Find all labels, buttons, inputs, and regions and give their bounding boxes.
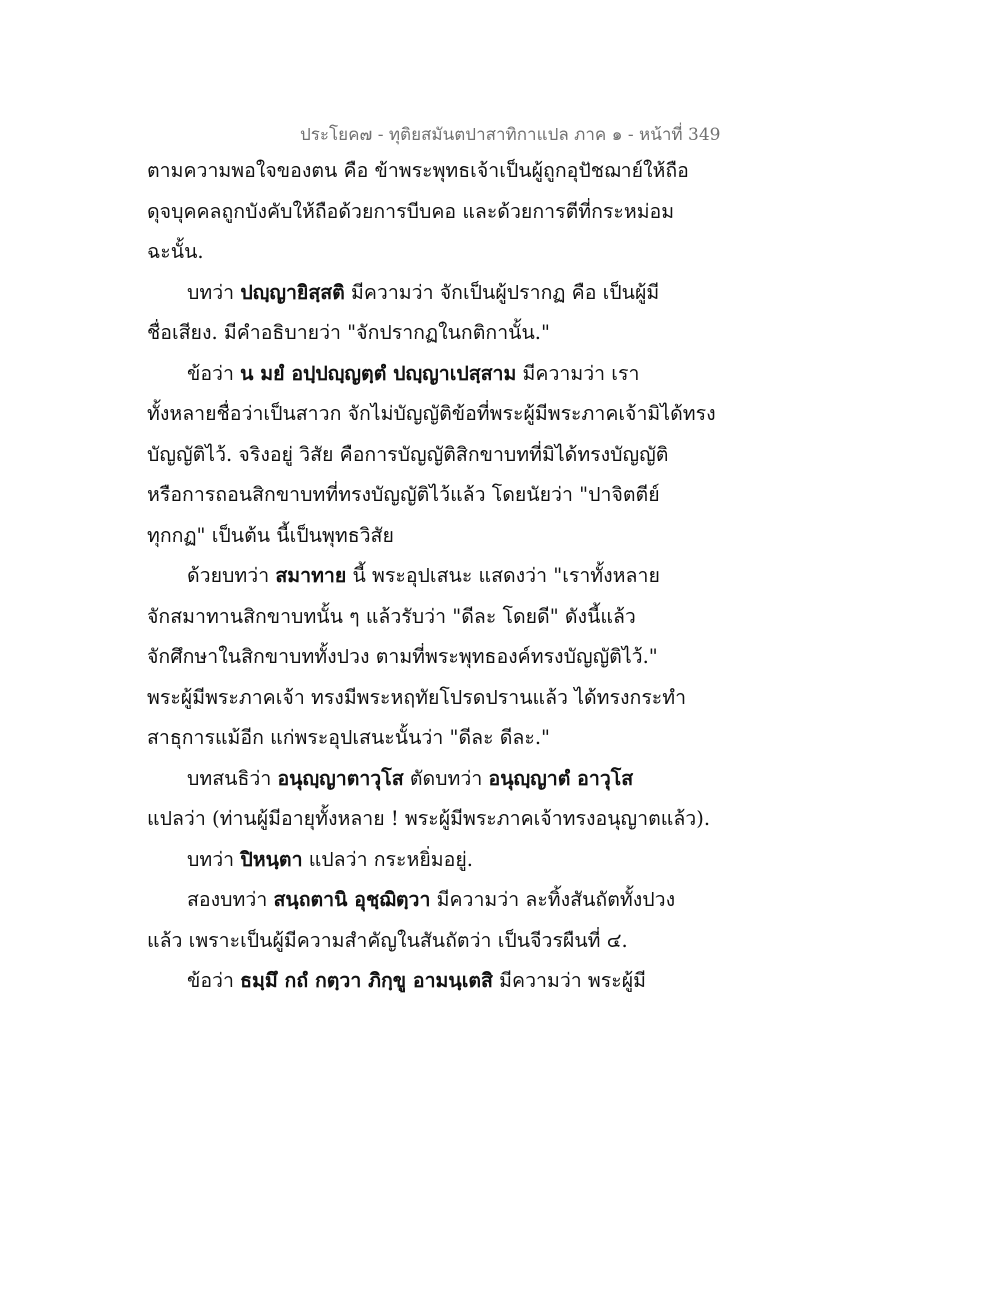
text-line <box>147 725 707 751</box>
text-segment: บทสนธิว่า <box>187 767 278 790</box>
text-segment: ชื่อเสียง. มีคำอธิบายว่า "จักปรากฏในกติกานั้น." <box>147 321 550 344</box>
text-segment: มีความว่า จักเป็นผู้ปรากฏ คือ เป็นผู้มี <box>344 281 660 304</box>
text-segment: พระผู้มีพระภาคเจ้า ทรงมีพระหฤทัยโปรดปรานแล้ว ได้ทรงกระทำ <box>147 686 687 709</box>
text-segment: มีความว่า พระผู้มี <box>492 969 646 992</box>
paragraph-first-line <box>187 361 707 387</box>
paragraph-first-line <box>187 968 707 994</box>
pali-term: อนุญฺญาตํ อาวุโส <box>488 767 634 790</box>
text-line <box>147 928 707 954</box>
text-line <box>147 239 707 265</box>
text-segment: มีความว่า เรา <box>516 362 640 385</box>
pali-term: สนฺถตานิ อุชฺฌิตฺวา <box>273 888 431 911</box>
text-segment: ด้วยบทว่า <box>187 564 276 587</box>
text-segment: ฉะนั้น. <box>147 240 204 263</box>
paragraph-first-line <box>187 563 707 589</box>
text-segment: ตัดบทว่า <box>403 767 489 790</box>
text-segment: มีความว่า ละทิ้งสันถัตทั้งปวง <box>430 888 676 911</box>
pali-term: สมาทาย <box>275 564 347 587</box>
running-header: ประโยค๗ - ทุติยสมันตปาสาทิกาแปล ภาค ๑ - หน้าที่ 349 <box>300 125 721 145</box>
text-segment: ดุจบุคคลถูกบังคับให้ถือด้วยการบีบคอ และด้วยการตีที่กระหม่อม <box>147 200 675 223</box>
pali-term: ปญฺญายิสฺสติ <box>240 281 345 304</box>
text-line <box>147 158 707 184</box>
text-segment: สาธุการแม้อีก แก่พระอุปเสนะนั้นว่า "ดีละ ดีละ." <box>147 726 551 749</box>
text-line <box>147 482 707 508</box>
text-segment: ทุกกฏ" เป็นต้น นี้เป็นพุทธวิสัย <box>147 524 394 547</box>
text-line <box>147 806 711 832</box>
text-line <box>147 320 707 346</box>
pali-term: ปิหนฺตา <box>240 848 303 871</box>
text-line <box>147 523 707 549</box>
paragraph-first-line <box>187 766 707 792</box>
paragraph-first-line <box>187 847 707 873</box>
text-segment: นี้ พระอุปเสนะ แสดงว่า "เราทั้งหลาย <box>346 564 660 587</box>
pali-term: น มยํ อปฺปญฺญตฺตํ ปญฺญาเปสฺสาม <box>240 362 517 385</box>
text-segment: ตามความพอใจของตน คือ ข้าพระพุทธเจ้าเป็นผู้ถูกอุปัชฌาย์ให้ถือ <box>147 159 689 182</box>
paragraph-first-line <box>187 887 707 913</box>
text-line <box>147 685 707 711</box>
text-line <box>147 199 707 225</box>
text-segment: ทั้งหลายชื่อว่าเป็นสาวก จักไม่บัญญัติข้อที่พระผู้มีพระภาคเจ้ามิได้ทรง <box>147 402 716 425</box>
text-segment: แปลว่า กระหยิ่มอยู่. <box>302 848 473 871</box>
text-segment: ข้อว่า <box>187 969 241 992</box>
text-line <box>147 401 716 427</box>
text-segment: แปลว่า (ท่านผู้มีอายุทั้งหลาย ! พระผู้มีพระภาคเจ้าทรงอนุญาตแล้ว). <box>147 807 711 830</box>
text-segment: สองบทว่า <box>187 888 274 911</box>
text-line <box>147 604 707 630</box>
text-segment: แล้ว เพราะเป็นผู้มีความสำคัญในสันถัตว่า เป็นจีวรผืนที่ ๔. <box>147 929 628 952</box>
text-segment: ข้อว่า <box>187 362 241 385</box>
text-segment: บทว่า <box>187 848 241 871</box>
text-segment: จักสมาทานสิกขาบทนั้น ๆ แล้วรับว่า "ดีละ โดยดี" ดังนี้แล้ว <box>147 605 636 628</box>
pali-term: อนุญฺญาตาวุโส <box>277 767 404 790</box>
paragraph-first-line <box>187 280 707 306</box>
text-segment: หรือการถอนสิกขาบทที่ทรงบัญญัติไว้แล้ว โดยนัยว่า "ปาจิตตีย์ <box>147 483 660 506</box>
text-line <box>147 442 707 468</box>
pali-term: ธมฺมึ กถํ กตฺวา ภิกฺขู อามนฺเตสิ <box>240 969 493 992</box>
text-segment: จักศึกษาในสิกขาบททั้งปวง ตามที่พระพุทธองค์ทรงบัญญัติไว้." <box>147 645 658 668</box>
text-line <box>147 644 707 670</box>
text-segment: บัญญัติไว้. จริงอยู่ วิสัย คือการบัญญัติสิกขาบทที่มิได้ทรงบัญญัติ <box>147 443 669 466</box>
text-segment: บทว่า <box>187 281 241 304</box>
